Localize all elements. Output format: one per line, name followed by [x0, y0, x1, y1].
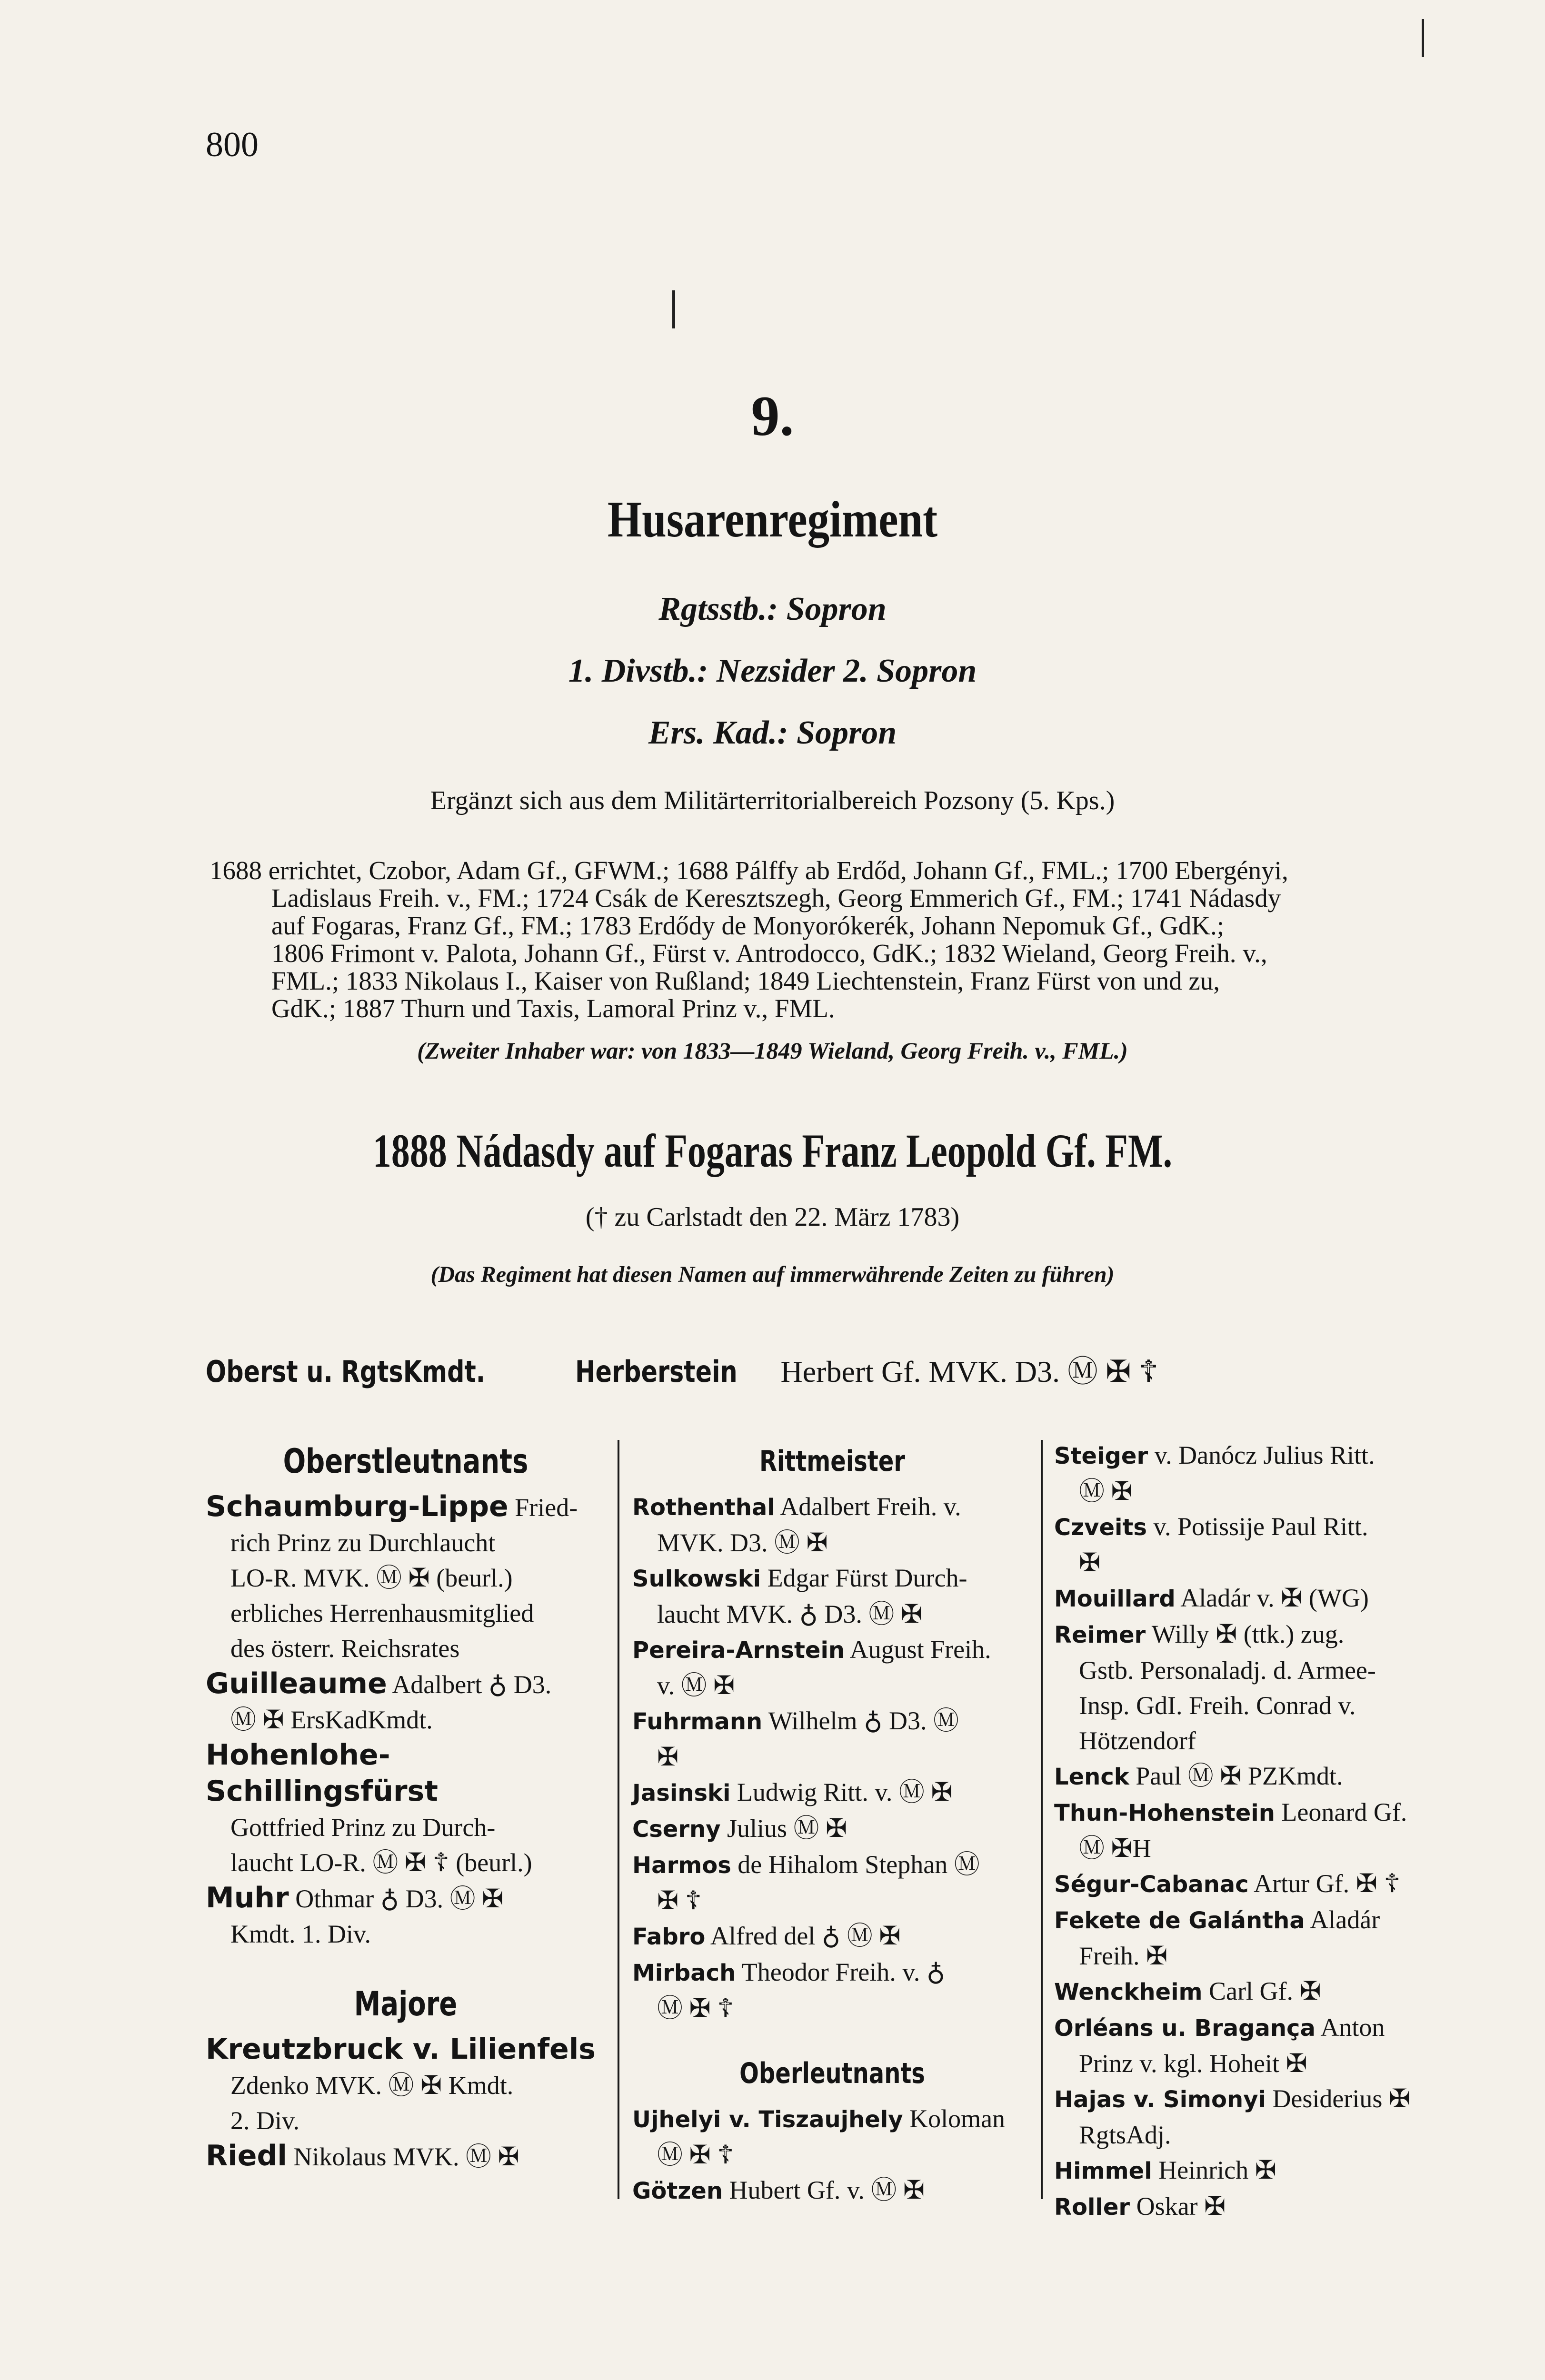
- regiment-history: [209, 857, 1447, 1022]
- officer-detail: Prinz v. kgl. Hoheit ✠: [1079, 2049, 1307, 2078]
- officer-entry: [1054, 1973, 1449, 2010]
- officer-entry: [1054, 2152, 1449, 2189]
- heading-majore: Majore: [354, 1984, 458, 2023]
- officer-entry: [206, 1489, 606, 1666]
- officer-entry: [206, 1880, 606, 1952]
- officer-entry: [1054, 1438, 1449, 1509]
- commander-name: Herberstein: [575, 1354, 738, 1389]
- officer-detail: laucht LO-R. Ⓜ ✠ ☦ (beurl.): [230, 1848, 532, 1877]
- officer-detail: erbliches Herrenhausmitglied: [230, 1599, 534, 1627]
- officer-detail: Wilhelm ♁ D3. Ⓜ: [768, 1706, 959, 1735]
- officer-name: Fekete de Galántha: [1054, 1907, 1305, 1934]
- perpetual-name-note: (Das Regiment hat diesen Namen auf immerwährende Zeiten zu führen): [430, 1262, 1115, 1287]
- officer-detail: RgtsAdj.: [1079, 2121, 1171, 2149]
- officer-detail: Gottfried Prinz zu Durch-: [230, 1813, 496, 1842]
- officer-entry: [632, 1632, 1032, 1703]
- officer-entry: [632, 1918, 1032, 1954]
- section-gap: [632, 2026, 1032, 2050]
- heading-oberstleutnants: Oberstleutnants: [283, 1442, 528, 1481]
- officer-detail: Alfred del ♁ Ⓜ ✠: [710, 1922, 901, 1950]
- officer-name: Hajas v. Simonyi: [1054, 2086, 1266, 2113]
- history-line: Ladislaus Freih. v., FM.; 1724 Csák de Keresztszegh, Georg Emmerich Gf., FM.; 1741 Nádasdy: [271, 883, 1281, 912]
- officer-detail: Ⓜ ✠: [1079, 1477, 1133, 1506]
- officer-detail: Adalbert ♁ D3.: [392, 1670, 552, 1699]
- officer-detail: Artur Gf. ✠ ☦: [1254, 1869, 1401, 1898]
- section-gap: [206, 1952, 606, 1980]
- replacement-cadre-location: Ers. Kad.: Sopron: [648, 714, 897, 751]
- history-line: auf Fogaras, Franz Gf., FM.; 1783 Erdődy de Monyorókerék, Johann Nepomuk Gf., GdK.;: [271, 911, 1225, 940]
- officer-detail: Koloman: [909, 2104, 1006, 2133]
- officer-name: Muhr: [206, 1881, 289, 1914]
- officer-detail: LO-R. MVK. Ⓜ ✠ (beurl.): [230, 1564, 513, 1592]
- namesake-title: 1888 Nádasdy auf Fogaras Franz Leopold Gf. FM.: [372, 1124, 1173, 1177]
- officer-entry: [206, 2138, 606, 2174]
- officer-detail: Insp. GdI. Freih. Conrad v.: [1079, 1691, 1356, 1720]
- officer-name: Wenckheim: [1054, 1979, 1203, 2005]
- officer-entry: [1054, 1866, 1449, 1902]
- page-number: 800: [206, 125, 259, 164]
- commander-rank: Oberst u. RgtsKmdt.: [206, 1354, 486, 1389]
- commander-details: Herbert Gf. MVK. D3. Ⓜ ✠ ☦: [780, 1355, 1159, 1388]
- officer-detail: Othmar ♁ D3. Ⓜ ✠: [295, 1884, 504, 1913]
- history-line: 1806 Frimont v. Palota, Johann Gf., Fürst v. Antrodocco, GdK.; 1832 Wieland, Georg Freih. v.,: [271, 939, 1267, 968]
- scan-speck: [672, 290, 675, 328]
- officer-detail: Ⓜ ✠ ErsKadKmdt.: [230, 1706, 433, 1734]
- column-divider: [618, 1440, 619, 2199]
- officer-entry: [632, 1560, 1032, 1632]
- officer-entry: [1054, 1795, 1449, 1866]
- officer-entry: [632, 1811, 1032, 1847]
- heading-rittmeister: Rittmeister: [759, 1445, 906, 1478]
- officer-name: Schaumburg-Lippe: [206, 1490, 508, 1523]
- officer-detail: Theodor Freih. v. ♁: [741, 1958, 946, 1986]
- officer-detail: Ⓜ ✠ ☦: [657, 2141, 734, 2169]
- officer-name: Guilleaume: [206, 1667, 387, 1700]
- history-line: 1688 errichtet, Czobor, Adam Gf., GFWM.; 1688 Pálffy ab Erdőd, Johann Gf., FML.; 1700 Ebergényi,: [209, 856, 1288, 885]
- officer-detail: Ⓜ ✠ ☦: [657, 1994, 734, 2023]
- recruitment-district: Ergänzt sich aus dem Militärterritorialbereich Pozsony (5. Kps.): [430, 786, 1115, 815]
- column-oberleutnants-continued: [1054, 1438, 1449, 2225]
- officer-name: Jasinski: [632, 1780, 731, 1806]
- officer-entry: [632, 2101, 1032, 2172]
- officer-detail: ✠: [657, 1743, 679, 1771]
- officer-detail: 2. Div.: [230, 2106, 299, 2135]
- division-staff-location: 1. Divstb.: Nezsider 2. Sopron: [568, 653, 977, 689]
- officer-name: Steiger: [1054, 1443, 1148, 1469]
- officer-entry: [632, 1703, 1032, 1775]
- officer-name: Czveits: [1054, 1514, 1147, 1541]
- column-divider: [1041, 1440, 1043, 2199]
- officer-name: Reimer: [1054, 1622, 1146, 1648]
- officer-name: Himmel: [1054, 2158, 1152, 2184]
- officer-name: Fabro: [632, 1924, 706, 1950]
- officer-entry: [632, 1954, 1032, 2026]
- officer-detail: Hötzendorf: [1079, 1726, 1196, 1755]
- officer-entry: [1054, 1758, 1449, 1795]
- officer-detail: August Freih.: [849, 1635, 991, 1664]
- regiment-number: 9.: [751, 384, 794, 447]
- officer-name: Ujhelyi v. Tiszaujhely: [632, 2106, 903, 2133]
- officer-entry: [632, 2172, 1032, 2209]
- officer-detail: Ludwig Ritt. v. Ⓜ ✠: [737, 1778, 953, 1806]
- officer-detail: Adalbert Freih. v.: [780, 1492, 961, 1521]
- officer-detail: Anton: [1320, 2013, 1385, 2042]
- officer-detail: Ⓜ ✠H: [1079, 1834, 1151, 1863]
- regiment-commander: [206, 1347, 1158, 1391]
- officer-detail: Freih. ✠: [1079, 1942, 1168, 1970]
- officer-entry: [1054, 1580, 1449, 1616]
- officer-detail: MVK. D3. Ⓜ ✠: [657, 1528, 828, 1557]
- officer-entry: [206, 1666, 606, 1737]
- officer-detail: Carl Gf. ✠: [1209, 1977, 1321, 2005]
- officer-name: Orléans u. Bragança: [1054, 2015, 1316, 2042]
- officer-detail: Heinrich ✠: [1158, 2156, 1276, 2184]
- officer-entry: [1054, 1509, 1449, 1580]
- column-rittmeister-oberleutnants: [632, 1438, 1032, 2209]
- officer-detail: Zdenko MVK. Ⓜ ✠ Kmdt.: [230, 2071, 514, 2100]
- officer-detail: Oskar ✠: [1136, 2192, 1226, 2221]
- officer-detail: Fried-: [515, 1493, 578, 1522]
- officer-entry: [1054, 2081, 1449, 2152]
- officer-entry: [1054, 1902, 1449, 1973]
- officer-name: Fuhrmann: [632, 1708, 763, 1735]
- officer-detail: Willy ✠ (ttk.) zug.: [1151, 1620, 1345, 1648]
- officer-detail: des österr. Reichsrates: [230, 1634, 460, 1663]
- history-line: GdK.; 1887 Thurn und Taxis, Lamoral Prinz v., FML.: [271, 994, 835, 1023]
- namesake-death: († zu Carlstadt den 22. März 1783): [585, 1202, 960, 1232]
- officer-detail: laucht MVK. ♁ D3. Ⓜ ✠: [657, 1600, 923, 1628]
- officer-name: Riedl: [206, 2139, 287, 2172]
- officer-detail: v. Potissije Paul Ritt.: [1153, 1512, 1368, 1541]
- officer-detail: Leonard Gf.: [1281, 1798, 1407, 1826]
- officer-detail: Desiderius ✠: [1272, 2084, 1411, 2113]
- regimental-staff-location: Rgtsstb.: Sopron: [658, 591, 887, 627]
- officer-detail: Gstb. Personaladj. d. Armee-: [1079, 1656, 1376, 1685]
- regiment-title: Husarenregiment: [607, 491, 938, 548]
- officer-detail: Aladár v. ✠ (WG): [1180, 1584, 1369, 1612]
- officer-name: Cserny: [632, 1816, 721, 1843]
- officer-detail: v. Danócz Julius Ritt.: [1154, 1441, 1375, 1469]
- history-line: FML.; 1833 Nikolaus I., Kaiser von Rußland; 1849 Liechtenstein, Franz Fürst von und zu,: [271, 966, 1220, 995]
- officer-detail: rich Prinz zu Durchlaucht: [230, 1528, 496, 1557]
- officer-entry: [1054, 2189, 1449, 2225]
- officer-entry: [206, 2032, 606, 2138]
- column-oberstleutnants-majore: [206, 1438, 606, 2174]
- officer-detail: Julius Ⓜ ✠: [727, 1814, 847, 1843]
- officer-detail: Aladár: [1310, 1905, 1380, 1934]
- heading-oberleutnants: Oberleutnants: [739, 2057, 925, 2090]
- officer-detail: Paul Ⓜ ✠ PZKmdt.: [1136, 1762, 1343, 1790]
- officer-name: Lenck: [1054, 1764, 1129, 1790]
- officer-name: Rothenthal: [632, 1494, 775, 1521]
- officer-entry: [1054, 1616, 1449, 1758]
- second-owner-note: (Zweiter Inhaber war: von 1833—1849 Wieland, Georg Freih. v., FML.): [417, 1037, 1128, 1064]
- officer-name: Hohenlohe-Schillingsfürst: [206, 1738, 438, 1808]
- officer-detail: Hubert Gf. v. Ⓜ ✠: [729, 2176, 925, 2204]
- officer-entry: [206, 1737, 606, 1880]
- officer-entry: [632, 1847, 1032, 1918]
- officer-entry: [1054, 2010, 1449, 2081]
- officer-detail: Nikolaus MVK. Ⓜ ✠: [293, 2142, 519, 2171]
- officer-detail: Kmdt. 1. Div.: [230, 1920, 371, 1948]
- officer-detail: ✠ ☦: [657, 1886, 702, 1915]
- officer-name: Mirbach: [632, 1960, 736, 1986]
- officer-detail: ✠: [1079, 1548, 1101, 1577]
- officer-detail: v. Ⓜ ✠: [657, 1671, 735, 1700]
- officer-name: Harmos: [632, 1852, 731, 1879]
- officer-name: Roller: [1054, 2194, 1130, 2221]
- officer-name: Kreutzbruck v. Lilienfels: [206, 2033, 596, 2066]
- officer-name: Ségur-Cabanac: [1054, 1871, 1249, 1898]
- officer-name: Mouillard: [1054, 1586, 1176, 1612]
- officer-entry: [632, 1489, 1032, 1560]
- officer-name: Pereira-Arnstein: [632, 1637, 845, 1664]
- officer-detail: Edgar Fürst Durch-: [767, 1564, 967, 1592]
- officer-name: Götzen: [632, 2178, 723, 2204]
- officer-name: Thun-Hohenstein: [1054, 1800, 1275, 1826]
- scan-speck: [1422, 19, 1424, 57]
- officer-entry: [632, 1775, 1032, 1811]
- officer-name: Sulkowski: [632, 1566, 761, 1592]
- officer-detail: de Hihalom Stephan Ⓜ: [738, 1850, 980, 1879]
